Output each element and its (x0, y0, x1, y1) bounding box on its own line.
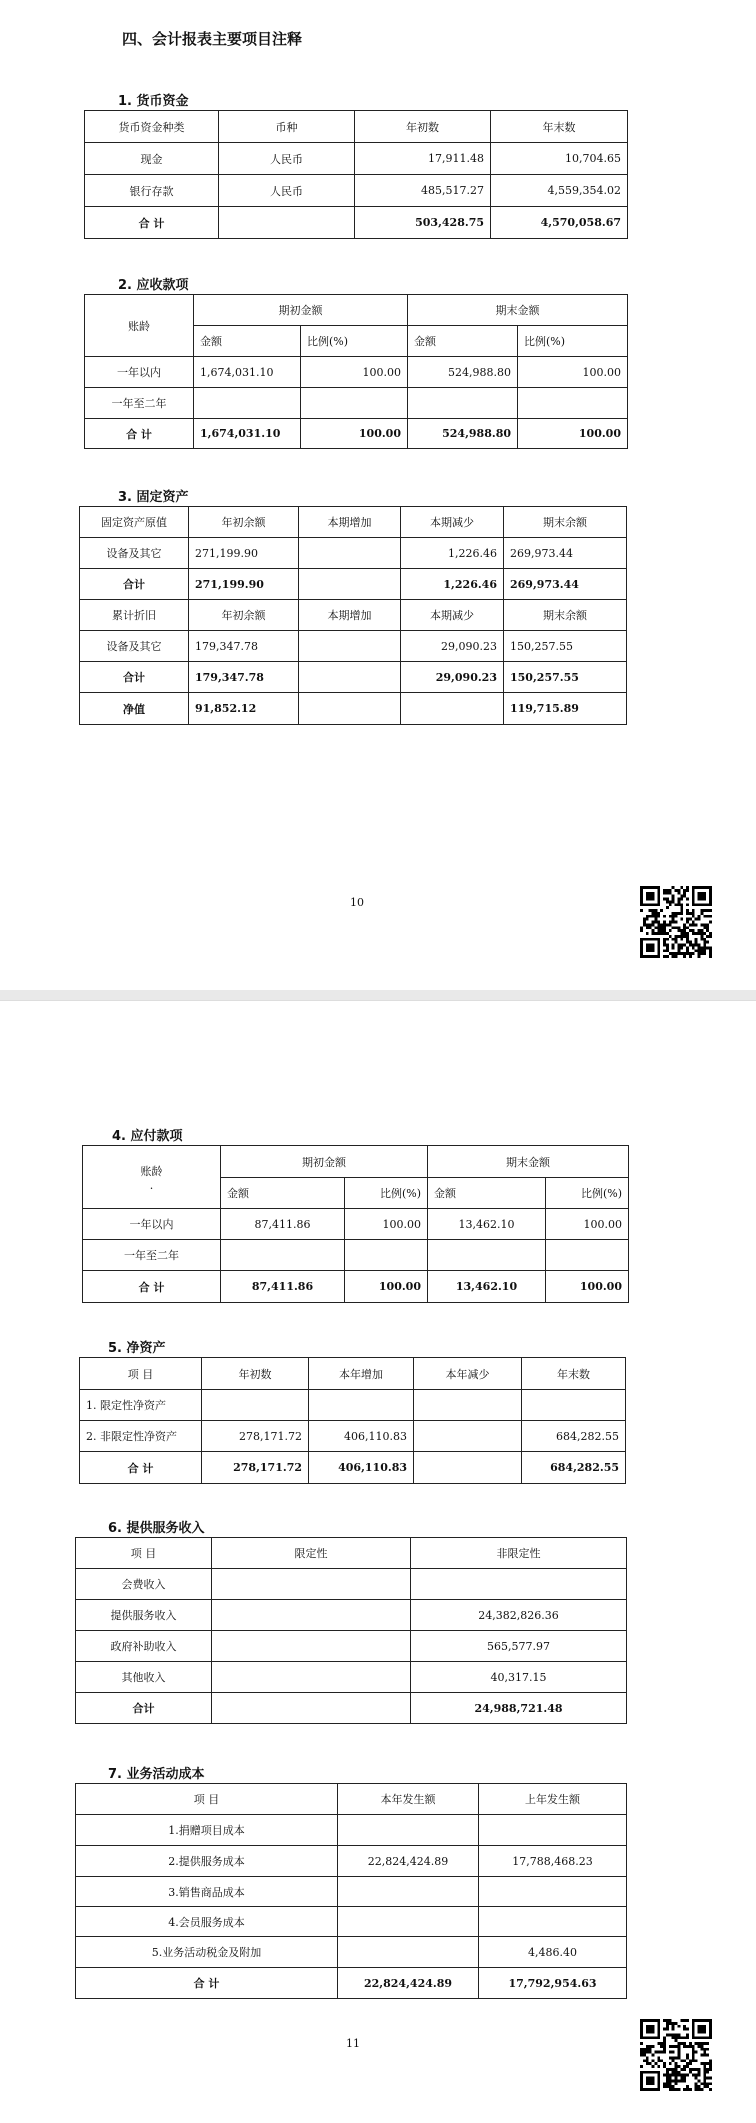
table-cell (401, 693, 504, 725)
table-cell: 269,973.44 (504, 569, 627, 600)
table-cell: 565,577.97 (411, 1631, 627, 1662)
table-header: 项 目 (80, 1358, 202, 1390)
table-header: 期末金额 (428, 1146, 629, 1178)
table-cell (345, 1240, 428, 1271)
table-cell (212, 1569, 411, 1600)
table-row (76, 1784, 627, 1815)
table-row (80, 631, 627, 662)
table-cell: 269,973.44 (504, 538, 627, 569)
section-title-payables: 4. 应付款项 (112, 1129, 183, 1144)
table-header: 比例(%) (518, 326, 628, 357)
section-title-fixed-assets: 3. 固定资产 (118, 490, 189, 505)
section-title-activity-cost: 7. 业务活动成本 (108, 1767, 205, 1782)
table-header: 非限定性 (411, 1538, 627, 1569)
table-row (76, 1569, 627, 1600)
table-cell (194, 388, 301, 419)
table-header: 本期增加 (299, 507, 401, 538)
table-cell: 22,824,424.89 (338, 1846, 479, 1877)
table-cell: 13,462.10 (428, 1271, 546, 1303)
table-cell: 119,715.89 (504, 693, 627, 725)
table-row (85, 419, 628, 449)
table-row (76, 1693, 627, 1724)
table-cell: 13,462.10 (428, 1209, 546, 1240)
table-row (80, 507, 627, 538)
table-row (80, 1421, 626, 1452)
table-cell: 2.提供服务成本 (76, 1846, 338, 1877)
table-row (76, 1846, 627, 1877)
table-cell: 406,110.83 (309, 1452, 414, 1484)
table-cell: 4.会员服务成本 (76, 1907, 338, 1937)
table-row (80, 662, 627, 693)
table-cell (408, 388, 518, 419)
table-header (83, 1146, 221, 1209)
table-header: 比例(%) (301, 326, 408, 357)
table-cell: 271,199.90 (189, 569, 299, 600)
table-cell: 10,704.65 (491, 143, 628, 175)
table-cell: 政府补助收入 (76, 1631, 212, 1662)
table-cell: 24,988,721.48 (411, 1693, 627, 1724)
age-label: 账龄 (140, 1164, 163, 1178)
table-header: 项 目 (76, 1784, 338, 1815)
table-cell: 1,674,031.10 (194, 419, 301, 449)
table-cell: 100.00 (546, 1271, 629, 1303)
table-cell (479, 1907, 627, 1937)
table-header: 本年减少 (414, 1358, 522, 1390)
table-header: 限定性 (212, 1538, 411, 1569)
age-mark: . (149, 1178, 154, 1192)
table-cell: 一年至二年 (83, 1240, 221, 1271)
table-cell: 1. 限定性净资产 (80, 1390, 202, 1421)
table-cell: 29,090.23 (401, 631, 504, 662)
table-row (76, 1662, 627, 1693)
table-row (76, 1877, 627, 1907)
table-cell (479, 1815, 627, 1846)
table-header: 期初金额 (194, 295, 408, 326)
table-cell: 5.业务活动税金及附加 (76, 1937, 338, 1968)
section-title-service-revenue: 6. 提供服务收入 (108, 1521, 205, 1536)
table-cell (299, 631, 401, 662)
table-cell: 合计 (76, 1693, 212, 1724)
table-cell (411, 1569, 627, 1600)
table-header: 年初数 (202, 1358, 309, 1390)
table-cell (522, 1390, 626, 1421)
table-cell (338, 1815, 479, 1846)
table-cell (479, 1877, 627, 1907)
table-header: 期末金额 (408, 295, 628, 326)
table-header: 累计折旧 (80, 600, 189, 631)
service-revenue-table (75, 1537, 627, 1724)
table-cell: 1,674,031.10 (194, 357, 301, 388)
table-cell: 406,110.83 (309, 1421, 414, 1452)
table-cell: 人民币 (219, 175, 355, 207)
table-cell: 179,347.78 (189, 631, 299, 662)
table-cell (309, 1390, 414, 1421)
table-cell: 2. 非限定性净资产 (80, 1421, 202, 1452)
table-cell: 银行存款 (85, 175, 219, 207)
table-cell (299, 538, 401, 569)
table-cell: 一年以内 (85, 357, 194, 388)
table-row (83, 1271, 629, 1303)
table-row (80, 693, 627, 725)
table-cell: 设备及其它 (80, 631, 189, 662)
table-cell: 278,171.72 (202, 1421, 309, 1452)
table-header: 固定资产原值 (80, 507, 189, 538)
table-cell (428, 1240, 546, 1271)
table-cell (212, 1600, 411, 1631)
table-cell: 4,559,354.02 (491, 175, 628, 207)
table-cell: 524,988.80 (408, 357, 518, 388)
report-page-10 (0, 0, 756, 990)
table-cell: 100.00 (301, 357, 408, 388)
table-header: 账龄 (85, 295, 194, 357)
table-header: 年初余额 (189, 600, 299, 631)
table-row (85, 207, 628, 239)
table-cell (414, 1421, 522, 1452)
table-cell: 其他收入 (76, 1662, 212, 1693)
table-row (85, 388, 628, 419)
notes-heading: 四、会计报表主要项目注释 (122, 30, 303, 48)
table-cell: 一年以内 (83, 1209, 221, 1240)
table-cell: 271,199.90 (189, 538, 299, 569)
table-header: 年初数 (355, 111, 491, 143)
qr-code-icon (640, 886, 712, 958)
table-cell (338, 1907, 479, 1937)
table-header: 年初余额 (189, 507, 299, 538)
table-cell (518, 388, 628, 419)
table-cell (299, 693, 401, 725)
table-cell: 4,486.40 (479, 1937, 627, 1968)
table-cell: 684,282.55 (522, 1421, 626, 1452)
table-cell (338, 1937, 479, 1968)
table-cell: 17,911.48 (355, 143, 491, 175)
table-cell (338, 1877, 479, 1907)
table-cell (414, 1452, 522, 1484)
table-cell: 合计 (80, 569, 189, 600)
table-header: 本期增加 (299, 600, 401, 631)
table-row (80, 538, 627, 569)
table-row (85, 357, 628, 388)
table-cell: 100.00 (345, 1209, 428, 1240)
receivables-table (84, 294, 628, 449)
table-cell: 87,411.86 (221, 1209, 345, 1240)
table-cell: 100.00 (345, 1271, 428, 1303)
section-title-receivables: 2. 应收款项 (118, 278, 189, 293)
table-cell: 人民币 (219, 143, 355, 175)
table-header: 项 目 (76, 1538, 212, 1569)
table-cell: 150,257.55 (504, 662, 627, 693)
table-cell: 设备及其它 (80, 538, 189, 569)
table-cell: 100.00 (518, 357, 628, 388)
table-cell (219, 207, 355, 239)
table-cell: 1,226.46 (401, 538, 504, 569)
payables-table (82, 1145, 629, 1303)
table-header: 本年发生额 (338, 1784, 479, 1815)
table-cell: 现金 (85, 143, 219, 175)
table-row (80, 1452, 626, 1484)
fixed-assets-table (79, 506, 627, 725)
table-cell: 179,347.78 (189, 662, 299, 693)
table-header: 金额 (408, 326, 518, 357)
qr-code-icon (640, 2019, 712, 2091)
table-row (76, 1937, 627, 1968)
table-cell: 40,317.15 (411, 1662, 627, 1693)
table-cell: 合计 (80, 662, 189, 693)
section-title-net-assets: 5. 净资产 (108, 1341, 166, 1356)
table-header: 年末数 (522, 1358, 626, 1390)
table-header: 期末余额 (504, 600, 627, 631)
table-cell: 合 计 (85, 207, 219, 239)
table-cell: 100.00 (518, 419, 628, 449)
table-header: 比例(%) (546, 1178, 629, 1209)
table-header: 期初金额 (221, 1146, 428, 1178)
table-header: 本期减少 (401, 507, 504, 538)
activity-cost-table (75, 1783, 627, 1999)
table-cell: 87,411.86 (221, 1271, 345, 1303)
table-cell: 会费收入 (76, 1569, 212, 1600)
table-row (80, 569, 627, 600)
table-cell (414, 1390, 522, 1421)
table-row (83, 1146, 629, 1178)
table-header: 本年增加 (309, 1358, 414, 1390)
table-cell: 净值 (80, 693, 189, 725)
table-cell: 合 计 (80, 1452, 202, 1484)
table-row (76, 1907, 627, 1937)
table-row (85, 143, 628, 175)
table-cell: 1,226.46 (401, 569, 504, 600)
table-cell: 22,824,424.89 (338, 1968, 479, 1999)
table-cell (301, 388, 408, 419)
table-cell: 684,282.55 (522, 1452, 626, 1484)
table-cell: 278,171.72 (202, 1452, 309, 1484)
table-header: 币种 (219, 111, 355, 143)
page-number: 11 (346, 2037, 360, 2050)
table-cell (221, 1240, 345, 1271)
table-header: 金额 (194, 326, 301, 357)
table-row (85, 111, 628, 143)
table-cell: 100.00 (301, 419, 408, 449)
table-row (80, 1390, 626, 1421)
table-row (76, 1538, 627, 1569)
table-cell: 合 计 (76, 1968, 338, 1999)
section-title-cash: 1. 货币资金 (118, 94, 189, 109)
net-assets-table (79, 1357, 626, 1484)
table-row (80, 600, 627, 631)
table-cell: 合 计 (83, 1271, 221, 1303)
table-row (76, 1968, 627, 1999)
table-row (83, 1240, 629, 1271)
table-header: 比例(%) (345, 1178, 428, 1209)
table-row (80, 1358, 626, 1390)
table-header: 年末数 (491, 111, 628, 143)
table-cell (299, 662, 401, 693)
table-cell: 合 计 (85, 419, 194, 449)
table-cell: 17,788,468.23 (479, 1846, 627, 1877)
table-cell: 100.00 (546, 1209, 629, 1240)
table-cell (202, 1390, 309, 1421)
report-page-11 (0, 1000, 756, 2123)
table-row (83, 1209, 629, 1240)
table-header: 金额 (221, 1178, 345, 1209)
table-cell (212, 1662, 411, 1693)
table-cell: 4,570,058.67 (491, 207, 628, 239)
table-cell (212, 1693, 411, 1724)
table-row (85, 175, 628, 207)
table-row (76, 1631, 627, 1662)
table-cell: 524,988.80 (408, 419, 518, 449)
table-cell: 503,428.75 (355, 207, 491, 239)
table-row (85, 295, 628, 326)
table-cell: 150,257.55 (504, 631, 627, 662)
table-cell: 29,090.23 (401, 662, 504, 693)
page-number: 10 (350, 896, 364, 909)
table-cell: 485,517.27 (355, 175, 491, 207)
table-cell (212, 1631, 411, 1662)
table-header: 金额 (428, 1178, 546, 1209)
cash-table (84, 110, 628, 239)
table-row (76, 1815, 627, 1846)
table-cell: 提供服务收入 (76, 1600, 212, 1631)
table-cell: 一年至二年 (85, 388, 194, 419)
table-cell: 1.捐赠项目成本 (76, 1815, 338, 1846)
table-cell: 91,852.12 (189, 693, 299, 725)
table-header: 期末余额 (504, 507, 627, 538)
table-cell: 17,792,954.63 (479, 1968, 627, 1999)
table-cell: 24,382,826.36 (411, 1600, 627, 1631)
table-cell: 3.销售商品成本 (76, 1877, 338, 1907)
table-header: 本期减少 (401, 600, 504, 631)
table-header: 货币资金种类 (85, 111, 219, 143)
table-cell (546, 1240, 629, 1271)
table-cell (299, 569, 401, 600)
table-row (76, 1600, 627, 1631)
table-header: 上年发生额 (479, 1784, 627, 1815)
